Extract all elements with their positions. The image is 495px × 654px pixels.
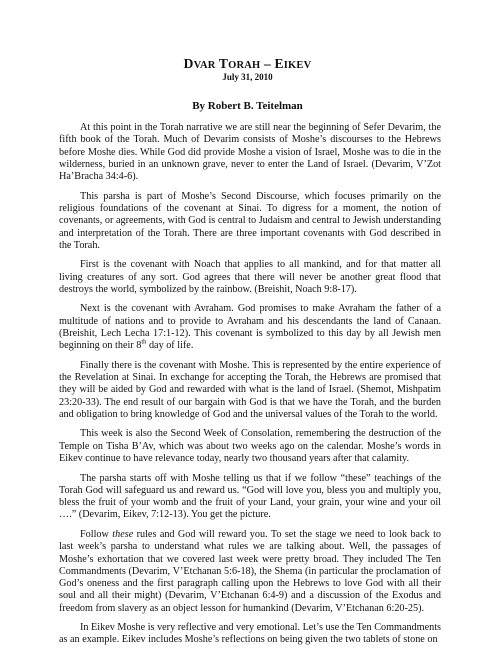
author-byline: By Robert B. Teitelman (192, 100, 303, 112)
paragraph-eikev-reflective: In Eikev Moshe is very reflective and very emotional. Let’s use the Ten Commandments as an example. Eikev includes Moshe’s reflections on being given the two tablets of stone on (59, 622, 441, 646)
document-date: July 31, 2010 (222, 72, 273, 82)
paragraph-follow-these (59, 529, 441, 615)
paragraph-moshe-covenant: Finally there is the covenant with Moshe. This is represented by the entire experience of the Revelation at Sinai. In exchange for accepting the Torah, the Hebrews are promised that they will be aided by God and rewarded with what is the land of Israel. (Shemot, Mishpatim 23:20-33). The end result of our bargain with God is that we have the Torah, and the burden and obligation to bring knowledge of God and the universal values of the Torah to the world. (59, 359, 441, 420)
paragraph-noach: First is the covenant with Noach that applies to all mankind, and for that matter all living creatures of any sort. God agrees that there will never be another great flood that destroys the world, symbolized by the rainbow. (Breishit, Noach 9:8-17). (59, 259, 441, 295)
paragraph-intro: At this point in the Torah narrative we are still near the beginning of Sefer Devarim, the fifth book of the Torah. Much of Devarim consists of Moshe’s discourses to the Hebrews before Moshe dies. While God did provide Moshe a vision of Israel, Moshe was to die in the wilderness, buried in an unknown grave, never to enter the Land of Israel. (Devarim, V’Zot Ha’Bracha 34:4-6). (59, 122, 441, 183)
ordinal-superscript: th (141, 338, 147, 346)
paragraph-avraham (59, 303, 441, 352)
follow-lead: Follow (80, 528, 113, 540)
paragraph-consolation: This week is also the Second Week of Consolation, remembering the destruction of the Temple on Tisha B’Av, which was about two weeks ago on the calendar. Moshe’s words in Eikev continue to have relevance today, nearly two thousand years after that calamity. (59, 428, 441, 465)
title-letter-t: T (215, 56, 229, 71)
avraham-text-end: day of life. (146, 340, 194, 352)
paragraph-covenants: This parsha is part of Moshe’s Second Discourse, which focuses primarily on the religious foundations of the covenant at Sinai. To digress for a moment, the notion of covenants, or agreements, with God is central to Judaism and central to Jewish understanding and interpretation of the Torah. There are three important covenants with God described in the Torah. (59, 190, 441, 251)
title-small-caps-orah: ORAH (228, 60, 261, 71)
title-small-caps-ikev: IKEV (283, 60, 312, 71)
paragraph-parsha-start: The parsha starts off with Moshe telling us that if we follow “these” teachings of the Torah God will safeguard us and reward us. “God will love you, bless you and multiply you, bless the fruit of your womb and the fruit of your Land, your grain, your wine and your oil ….” (Devarim, Eikev, 7:12-13). You get the picture. (59, 472, 441, 521)
title-letter-d: D (183, 56, 194, 71)
title-dash-e: – E (260, 56, 284, 71)
avraham-text: Next is the covenant with Avraham. God promises to make Avraham the father of a multitude of nations and to provide to Avraham and his descendants the land of Canaan. (Breishit, Lech Lecha 17:1-12). This covenant is symbolized to this day by all Jewish men beginning on their 8 (59, 303, 441, 352)
follow-emphasis: these (112, 528, 134, 540)
title-small-caps-var: VAR (193, 60, 216, 71)
article-body (59, 122, 441, 654)
follow-rest: rules and God will reward you. To set the stage we need to look back to last week’s parsha to understand what rules we are talking about. Well, the passages of Moshe’s exhortation that we covered last week were pretty broad. They included The Ten Commandments (Devarim, V’Etchanan 5:6-18), the Shema (in particular the proclamation of God’s oneness and the first paragraph calling upon the Hebrews to love God with all their soul and all their might) (Devarim, V’Etchanan 6:4-9) and a discussion of the Exodus and freedom from slavery as an object lesson for humankind (Devarim, V’Etchanan 6:20-25). (59, 528, 441, 614)
